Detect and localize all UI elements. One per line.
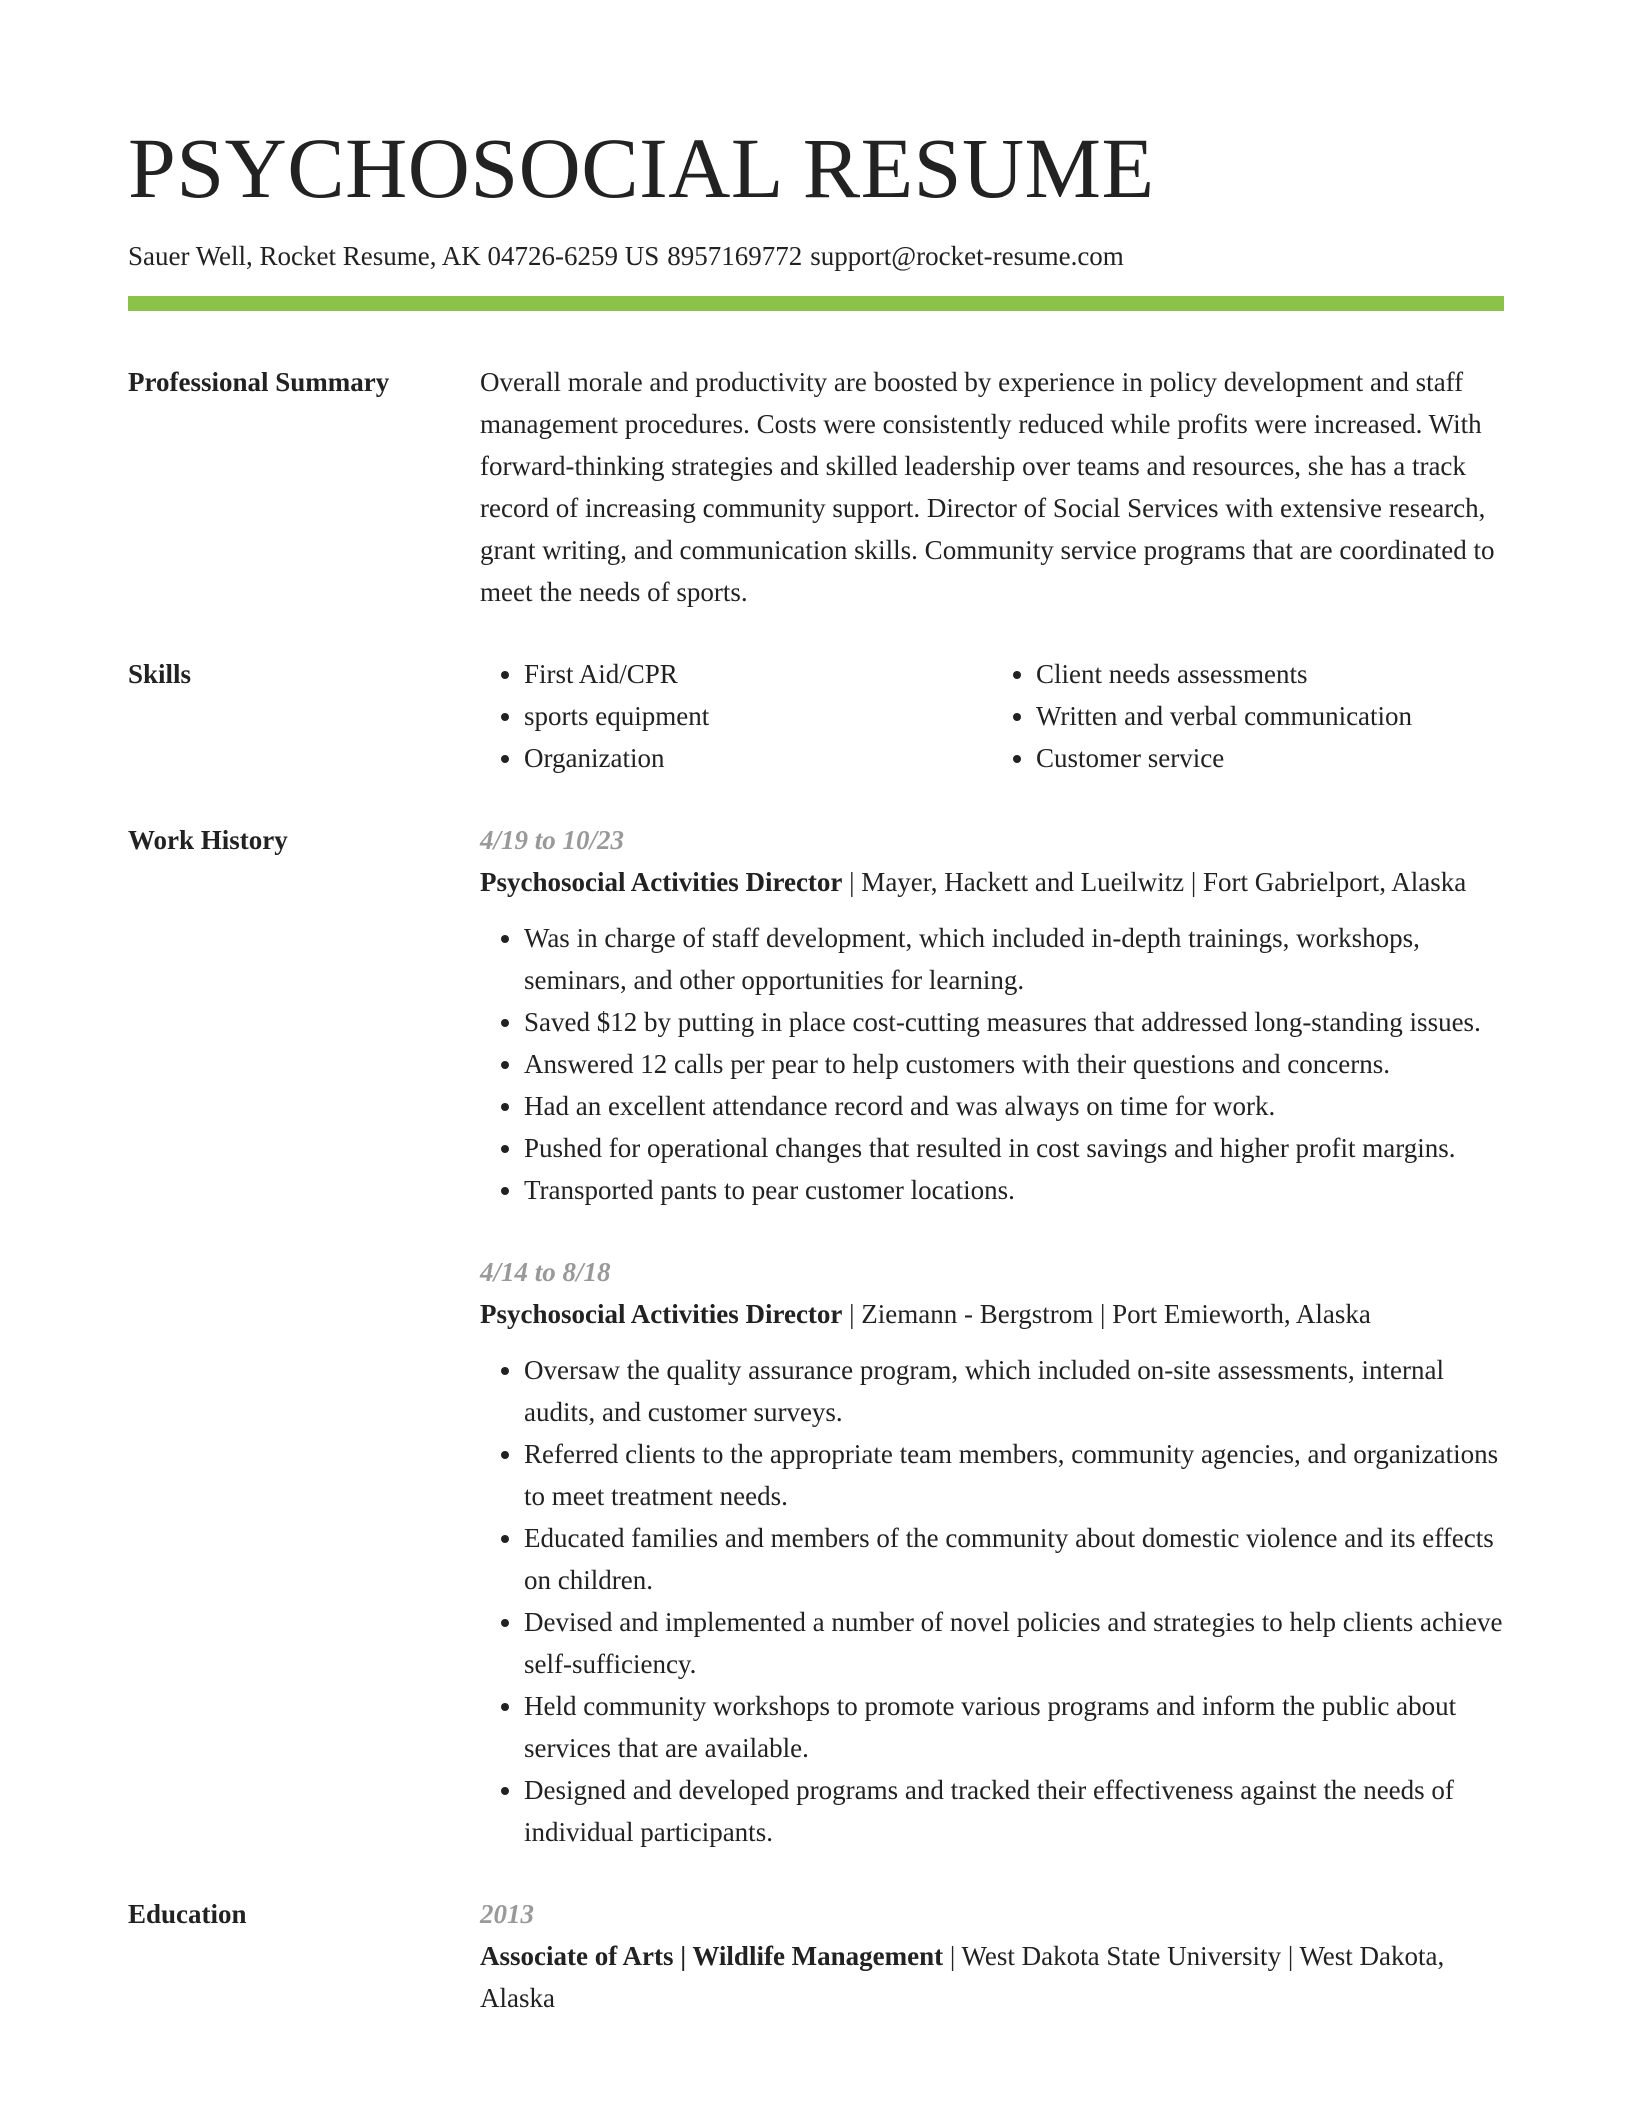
resume-page: [128, 118, 1504, 2019]
job-bullet: • Pushed for operational changes that resulted in cost savings and higher profit margins.: [524, 1127, 1504, 1169]
education-details: | West Dakota State University | West Dakota, Alaska: [480, 1941, 1445, 2013]
job-bullet: • Transported pants to pear customer locations.: [524, 1169, 1504, 1211]
skills-list-right: [992, 653, 1504, 779]
work-history-title: Work History: [128, 825, 288, 855]
job-position: Psychosocial Activities Director: [480, 1299, 843, 1329]
accent-divider: [128, 296, 1504, 311]
contact-phone: 8957169772: [667, 241, 803, 271]
skills-section: [128, 653, 1504, 779]
job-heading: [480, 1293, 1504, 1335]
job-bullet: • Referred clients to the appropriate team members, community agencies, and organizations to meet treatment needs.: [524, 1433, 1504, 1517]
contact-line: [128, 238, 1504, 274]
job-details: | Ziemann - Bergstrom | Port Emieworth, Alaska: [842, 1299, 1371, 1329]
job-bullet: • Had an excellent attendance record and was always on time for work.: [524, 1085, 1504, 1127]
job-bullet: • Saved $12 by putting in place cost-cutting measures that addressed long-standing issues.: [524, 1001, 1504, 1043]
job-entry: [480, 819, 1504, 1211]
job-entry: [480, 1251, 1504, 1853]
resume-name: PSYCHOSOCIAL RESUME: [128, 120, 1155, 216]
contact-address: Sauer Well, Rocket Resume, AK 04726-6259 US: [128, 241, 660, 271]
job-bullet: • Was in charge of staff development, which included in-depth trainings, workshops, seminars, and other opportunities for learning.: [524, 917, 1504, 1001]
summary-section: [128, 361, 1504, 613]
job-dates: 4/19 to 10/23: [480, 825, 625, 855]
job-bullet: • Devised and implemented a number of novel policies and strategies to help clients achieve self-sufficiency.: [524, 1601, 1504, 1685]
job-dates: 4/14 to 8/18: [480, 1257, 611, 1287]
skill-item: • Organization: [524, 737, 992, 779]
job-bullet: • Answered 12 calls per pear to help customers with their questions and concerns.: [524, 1043, 1504, 1085]
skills-list-left: [480, 653, 992, 779]
job-heading: [480, 861, 1504, 903]
skill-item: • sports equipment: [524, 695, 992, 737]
skill-item: • Customer service: [1036, 737, 1504, 779]
work-history-section: [128, 819, 1504, 1853]
education-section: [128, 1893, 1504, 2019]
education-title: Education: [128, 1899, 247, 1929]
education-year: 2013: [480, 1899, 534, 1929]
job-bullet: • Oversaw the quality assurance program, which included on-site assessments, internal audits, and customer surveys.: [524, 1349, 1504, 1433]
skill-item: • Written and verbal communication: [1036, 695, 1504, 737]
contact-email: support@rocket-resume.com: [810, 241, 1124, 271]
job-bullet: • Designed and developed programs and tracked their effectiveness against the needs of individual participants.: [524, 1769, 1504, 1853]
skills-title: Skills: [128, 659, 192, 689]
skill-item: • Client needs assessments: [1036, 653, 1504, 695]
job-bullet: • Held community workshops to promote various programs and inform the public about services that are available.: [524, 1685, 1504, 1769]
education-degree: Associate of Arts | Wildlife Management: [480, 1941, 944, 1971]
job-bullet: • Educated families and members of the community about domestic violence and its effects on children.: [524, 1517, 1504, 1601]
job-bullets: [480, 1349, 1504, 1853]
job-details: | Mayer, Hackett and Lueilwitz | Fort Gabrielport, Alaska: [842, 867, 1467, 897]
job-position: Psychosocial Activities Director: [480, 867, 843, 897]
education-heading: [480, 1935, 1504, 2019]
summary-title: Professional Summary: [128, 367, 390, 397]
skill-item: • First Aid/CPR: [524, 653, 992, 695]
summary-text: Overall morale and productivity are boosted by experience in policy development and staff management procedures. Costs were consistently reduced while profits were increased. With forward-thinking strategies and skilled leadership over teams and resources, she has a track record of increasing community support. Director of Social Services with extensive research, grant writing, and communication skills. Community service programs that are coordinated to meet the needs of sports.: [480, 367, 1495, 607]
job-bullets: [480, 917, 1504, 1211]
